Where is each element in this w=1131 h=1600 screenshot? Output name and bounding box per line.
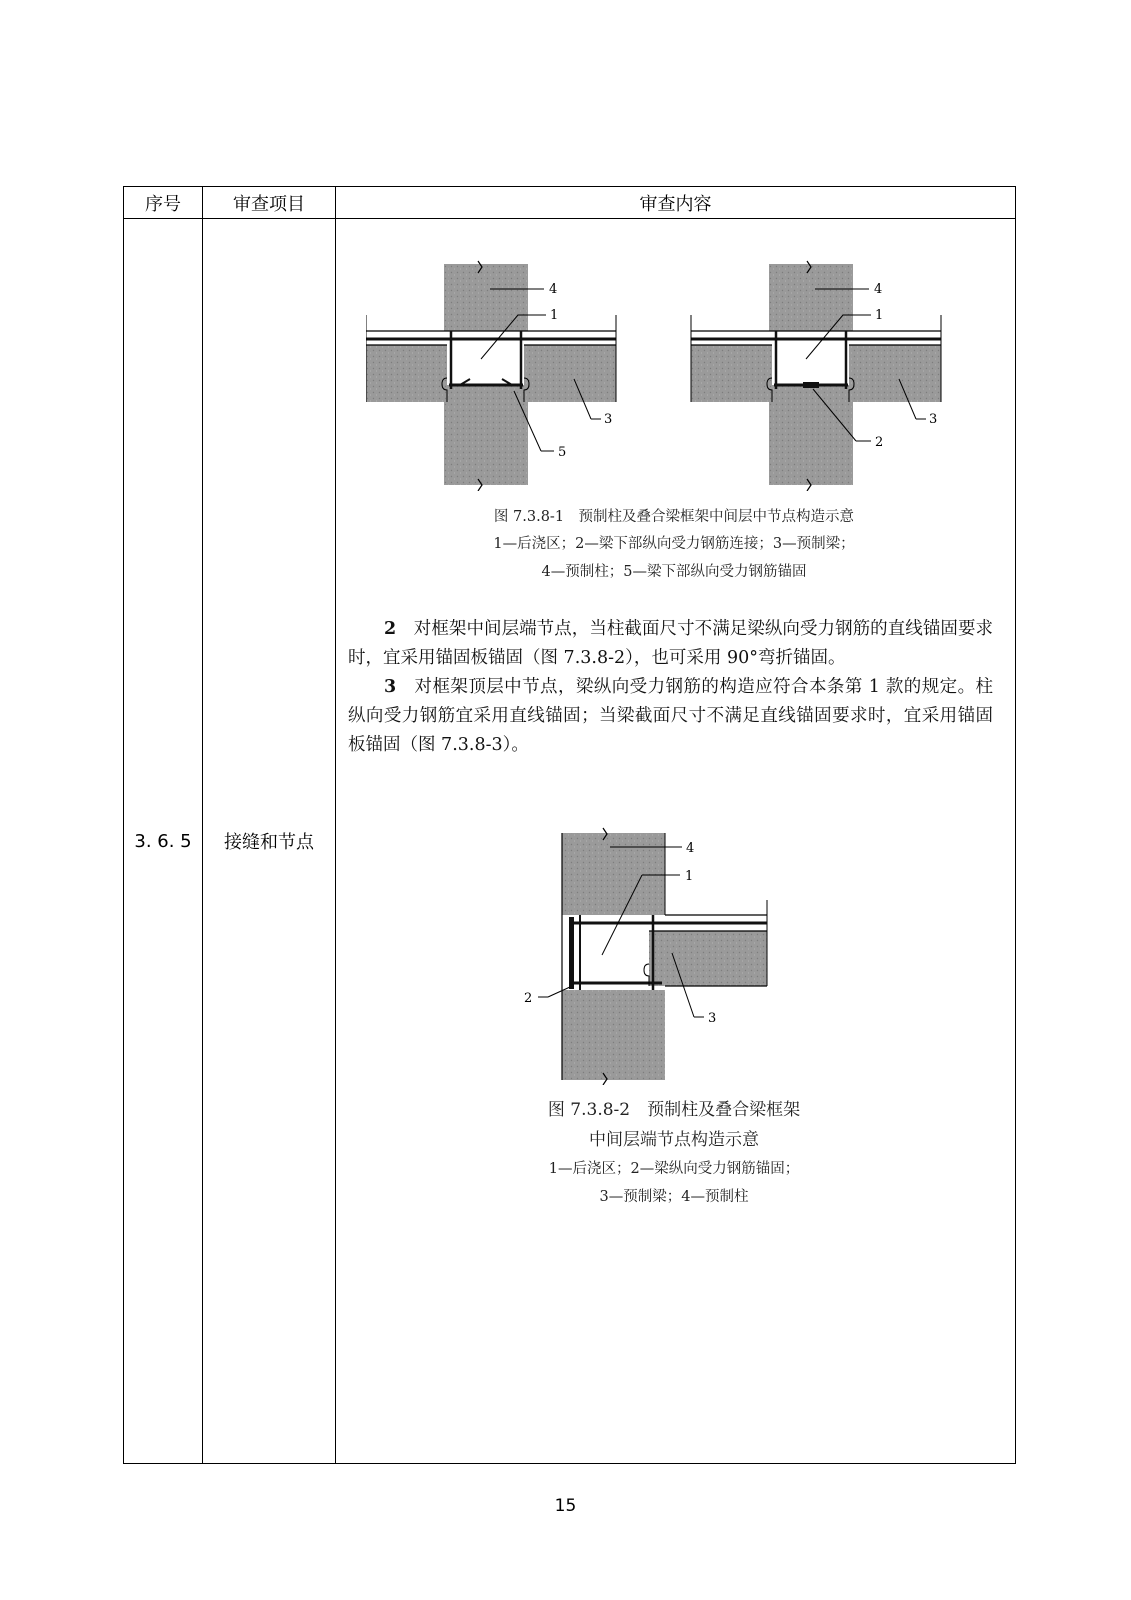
precast-column-top xyxy=(769,264,853,331)
figure-2-legend-line2: 3—预制梁；4—预制柱 xyxy=(599,1189,749,1205)
figure-7-3-8-1 xyxy=(366,259,986,491)
figure-2-caption-line1: 图 7.3.8-2 预制柱及叠合梁框架 xyxy=(547,1100,801,1120)
figure-2-legend-line1: 1—后浇区；2—梁纵向受力钢筋锚固； xyxy=(548,1161,800,1177)
figure-7-3-8-2-drawing xyxy=(522,825,792,1085)
figure-2-label-2: 2 xyxy=(524,991,533,1006)
left-label-5: 5 xyxy=(558,445,567,460)
table-row xyxy=(124,219,1016,1464)
figure-1-legend-line2: 4—预制柱；5—梁下部纵向受力钢筋锚固 xyxy=(541,564,807,580)
anchor-plate xyxy=(569,917,574,989)
precast-column-bottom xyxy=(769,385,853,485)
figure-2-label-3: 3 xyxy=(708,1011,717,1026)
row-item: 接缝和节点 xyxy=(203,219,336,1464)
left-label-4: 4 xyxy=(549,282,558,297)
joint-right xyxy=(691,261,941,491)
precast-beam-left xyxy=(366,345,447,402)
paragraph-3-number: 3 xyxy=(384,677,397,697)
review-table xyxy=(123,186,1016,1464)
precast-column-top xyxy=(444,264,528,331)
figure-1-legend-line1: 1—后浇区；2—梁下部纵向受力钢筋连接；3—预制梁； xyxy=(493,536,855,552)
paragraph-3 xyxy=(348,673,993,760)
figure-7-3-8-1-drawing xyxy=(366,259,986,491)
joint-left xyxy=(366,261,616,491)
left-label-1: 1 xyxy=(550,308,559,323)
row-content xyxy=(336,219,1016,1464)
precast-column-bottom xyxy=(444,385,528,485)
precast-beam xyxy=(649,931,767,986)
paragraph-3-text: 对框架顶层中节点，梁纵向受力钢筋的构造应符合本条第 1 款的规定。柱纵向受力钢筋宜采用直线锚固；当梁截面尺寸不满足直线锚固要求时，宜采用锚固板锚固（图 7.3.8-3）。 xyxy=(348,677,993,755)
figure-2-label-1: 1 xyxy=(685,869,694,884)
figure-2-label-4: 4 xyxy=(686,841,695,856)
page-number: 15 xyxy=(554,1496,577,1516)
table-header-row xyxy=(124,187,1016,219)
left-label-3: 3 xyxy=(604,412,613,427)
figure-2-caption-line2: 中间层端节点构造示意 xyxy=(589,1130,759,1150)
row-seq: 3. 6. 5 xyxy=(124,219,203,1464)
right-label-1: 1 xyxy=(875,308,884,323)
right-label-3: 3 xyxy=(929,412,938,427)
header-item: 审查项目 xyxy=(203,187,336,219)
header-seq: 序号 xyxy=(124,187,203,219)
paragraph-2 xyxy=(348,615,993,673)
figure-1-caption: 图 7.3.8-1 预制柱及叠合梁框架中间层中节点构造示意 xyxy=(493,509,855,525)
right-label-4: 4 xyxy=(874,282,883,297)
precast-beam-left xyxy=(691,345,772,402)
header-content: 审查内容 xyxy=(336,187,1016,219)
paragraph-2-text: 对框架中间层端节点，当柱截面尺寸不满足梁纵向受力钢筋的直线锚固要求时，宜采用锚固板锚固（图 7.3.8-2），也可采用 90°弯折锚固。 xyxy=(348,619,994,668)
figure-7-3-8-2 xyxy=(522,825,792,1085)
precast-beam-right xyxy=(849,345,941,402)
right-label-2: 2 xyxy=(875,435,884,450)
precast-column-bottom xyxy=(562,990,665,1080)
precast-column-top xyxy=(562,833,665,915)
paragraph-2-number: 2 xyxy=(384,619,397,639)
precast-beam-right xyxy=(524,345,616,402)
rebar-coupler xyxy=(803,382,819,388)
